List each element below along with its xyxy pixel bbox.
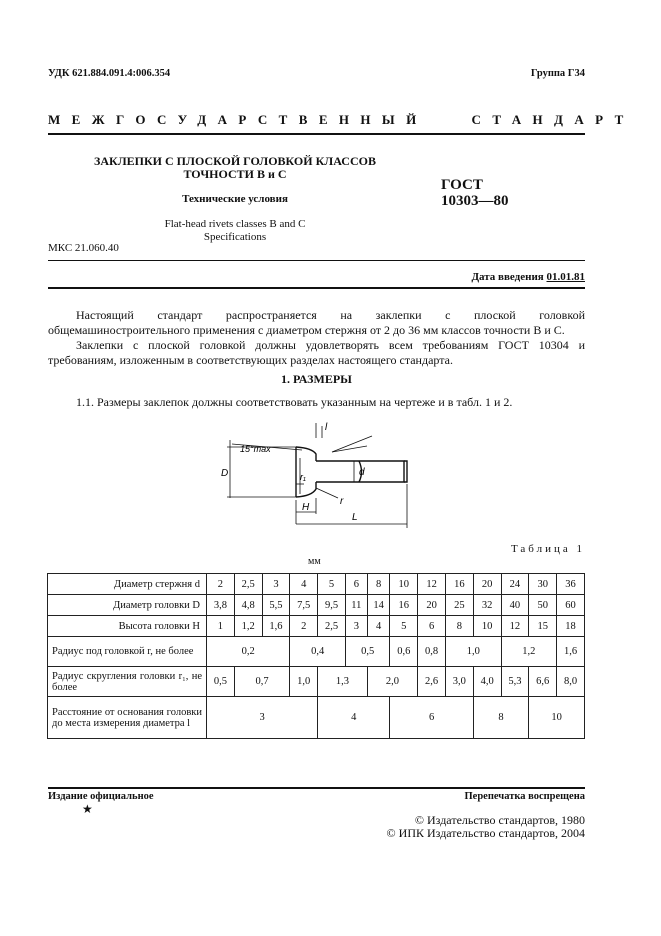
table-row	[48, 637, 585, 667]
table-cell: 1,3	[318, 667, 368, 697]
table-cell: 5,3	[501, 667, 529, 697]
table-cell: 0,5	[207, 667, 235, 697]
gost-block	[441, 177, 509, 209]
row-label: Высота головки H	[48, 616, 207, 637]
radius-rounding-label: r₁	[300, 472, 306, 482]
table-cell: 18	[557, 616, 585, 637]
table-cell: 5	[318, 574, 346, 595]
table-cell: 25	[445, 595, 473, 616]
english-title-line-2: Specifications	[203, 231, 267, 243]
table-cell: 40	[501, 595, 529, 616]
table-cell: 0,7	[234, 667, 290, 697]
table-cell: 24	[501, 574, 529, 595]
copyright-block	[387, 814, 585, 840]
title-line-2: ТОЧНОСТИ В и С	[183, 167, 287, 181]
table-cell: 1,0	[445, 637, 501, 667]
row-label: Радиус под головкой r, не более	[48, 637, 207, 667]
table-cell: 9,5	[318, 595, 346, 616]
date-value: 01.01.81	[546, 271, 585, 283]
table-cell: 8	[367, 574, 390, 595]
table-cell: 7,5	[290, 595, 318, 616]
table-cell: 2,5	[234, 574, 262, 595]
table-cell: 1,6	[557, 637, 585, 667]
table-cell: 15	[529, 616, 557, 637]
english-title-line-1: Flat-head rivets classes B and C	[164, 218, 306, 230]
mks-code: МКС 21.060.40	[48, 242, 119, 254]
table-cell: 10	[473, 616, 501, 637]
section-paragraph: 1.1. Размеры заклепок должны соответствовать указанным на чертеже и в табл. 1 и 2.	[76, 395, 513, 409]
table-cell: 3	[345, 616, 367, 637]
table-cell: 5,5	[262, 595, 290, 616]
table-cell: 5	[390, 616, 418, 637]
table-cell: 6,6	[529, 667, 557, 697]
copyright-line-2: © ИПК Издательство стандартов, 2004	[386, 826, 585, 840]
table-cell: 30	[529, 574, 557, 595]
star-icon: ★	[82, 802, 93, 816]
table-cell: 20	[418, 595, 446, 616]
radius-label: r	[340, 496, 344, 507]
table-cell: 6	[345, 574, 367, 595]
table-cell: 4,8	[234, 595, 262, 616]
table-unit: мм	[308, 556, 321, 567]
table-cell: 50	[529, 595, 557, 616]
udk-code: УДК 621.884.091.4:006.354	[48, 68, 171, 79]
english-title	[60, 218, 410, 244]
rivet-drawing	[212, 418, 412, 536]
table-cell: 3,0	[445, 667, 473, 697]
title-line-1: ЗАКЛЕПКИ С ПЛОСКОЙ ГОЛОВКОЙ КЛАССОВ	[94, 154, 376, 168]
table-cell: 6	[418, 616, 446, 637]
table-cell: 1,2	[234, 616, 262, 637]
table-cell: 4,0	[473, 667, 501, 697]
table-cell: 4	[318, 697, 390, 739]
row-label: Диаметр головки D	[48, 595, 207, 616]
row-label: Диаметр стержня d	[48, 574, 207, 595]
table-cell: 3	[262, 574, 290, 595]
table-cell: 0,4	[290, 637, 346, 667]
table-caption: Таблица 1	[510, 543, 585, 555]
table-cell: 0,5	[345, 637, 390, 667]
table-cell: 36	[557, 574, 585, 595]
head-height-label: H	[302, 502, 310, 513]
date-label: Дата введения	[471, 271, 544, 283]
table-row	[48, 667, 585, 697]
reprint-notice: Перепечатка воспрещена	[464, 791, 585, 802]
table-cell: 12	[418, 574, 446, 595]
row-label: Расстояние от основания головки до места измерения диаметра l	[48, 697, 207, 739]
measure-distance-label: l	[325, 422, 328, 433]
table-cell: 16	[445, 574, 473, 595]
table-cell: 60	[557, 595, 585, 616]
length-label: L	[352, 512, 358, 523]
shank-diameter-label: d	[359, 467, 365, 478]
table-cell: 6	[390, 697, 473, 739]
gost-number: 10303—80	[441, 193, 509, 209]
table-cell: 3	[207, 697, 318, 739]
table-cell: 2	[290, 616, 318, 637]
table-cell: 4	[367, 616, 390, 637]
footer-rule	[48, 787, 585, 789]
table-cell: 10	[390, 574, 418, 595]
table-cell: 8,0	[557, 667, 585, 697]
table-row	[48, 574, 585, 595]
table-cell: 2,6	[418, 667, 446, 697]
official-edition: Издание официальное	[48, 791, 154, 802]
date-rule	[48, 287, 585, 289]
table-cell: 8	[473, 697, 529, 739]
row-label: Радиус скругления головки r₁, не более	[48, 667, 207, 697]
angle-label: 15°max	[240, 444, 271, 454]
table-cell: 0,8	[418, 637, 446, 667]
table-row	[48, 595, 585, 616]
table-cell: 1,0	[290, 667, 318, 697]
intro-paragraph-1: Настоящий стандарт распространяется на заклепки с плоской головкой общемашиностроительного применения с диаметром стержня от 2 до 36 мм классов точности В и С.	[48, 308, 585, 337]
standard-banner: МЕЖГОСУДАРСТВЕННЫЙ СТАНДАРТ	[48, 112, 635, 127]
table-row	[48, 697, 585, 739]
section-heading: 1. РАЗМЕРЫ	[281, 372, 352, 386]
table-cell: 2	[207, 574, 235, 595]
dimensions-table	[47, 573, 585, 739]
table-cell: 0,2	[207, 637, 290, 667]
introduction-date	[471, 271, 585, 283]
gost-label: ГОСТ	[441, 177, 483, 193]
document-subtitle: Технические условия	[182, 193, 288, 205]
table-cell: 4	[290, 574, 318, 595]
table-cell: 12	[501, 616, 529, 637]
table-cell: 2,5	[318, 616, 346, 637]
table-row	[48, 616, 585, 637]
table-cell: 1,2	[501, 637, 557, 667]
title-rule	[48, 260, 585, 261]
group-code: Группа Г34	[530, 68, 585, 79]
intro-paragraph-2: Заклепки с плоской головкой должны удовлетворять всем требованиям ГОСТ 10304 и требованиям, изложенным в соответствующих разделах настоящего стандарта.	[48, 338, 585, 367]
table-cell: 14	[367, 595, 390, 616]
table-cell: 32	[473, 595, 501, 616]
table-cell: 16	[390, 595, 418, 616]
table-cell: 2,0	[367, 667, 417, 697]
table-cell: 20	[473, 574, 501, 595]
document-title	[60, 155, 410, 181]
table-cell: 1	[207, 616, 235, 637]
table-cell: 8	[445, 616, 473, 637]
table-cell: 0,6	[390, 637, 418, 667]
table-cell: 10	[529, 697, 585, 739]
copyright-line-1: © Издательство стандартов, 1980	[414, 813, 585, 827]
banner-rule	[48, 133, 585, 135]
head-diameter-label: D	[221, 468, 229, 479]
table-cell: 1,6	[262, 616, 290, 637]
table-cell: 11	[345, 595, 367, 616]
table-cell: 3,8	[207, 595, 235, 616]
